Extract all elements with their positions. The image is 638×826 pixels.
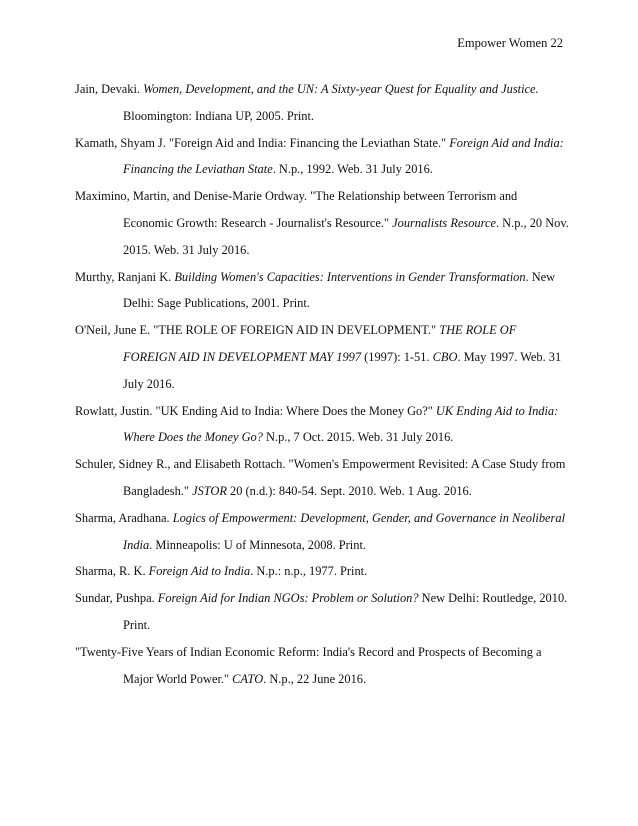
reference-title: CATO — [232, 671, 264, 686]
reference-text: . N.p.: n.p., 1977. Print. — [250, 564, 368, 579]
reference-title: CBO — [432, 349, 458, 364]
reference-title: Women, Development, and the UN: A Sixty-year Quest for Equality and Justice. — [143, 82, 539, 96]
reference-title: Foreign Aid and India: Financing the Leviathan State — [123, 135, 564, 177]
reference-entry — [75, 558, 569, 585]
reference-title: JSTOR — [192, 483, 227, 498]
reference-title: Foreign Aid to India — [148, 564, 251, 579]
reference-text: Maximino, Martin, and Denise-Marie Ordway. "The Relationship between Terrorism and Economic Growth: Research - Journalist's Resource." — [75, 189, 518, 230]
reference-entry — [75, 585, 569, 639]
reference-text: Bloomington: Indiana UP, 2005. Print. — [123, 108, 315, 123]
reference-text: (1997): 1-51. — [361, 349, 433, 364]
reference-text: . New Delhi: Sage Publications, 2001. Print. — [123, 269, 556, 311]
reference-entry — [75, 317, 569, 397]
reference-entry — [75, 451, 569, 505]
reference-text: Jain, Devaki. — [75, 82, 144, 96]
reference-title: Building Women's Capacities: Interventions in Gender Transformation — [174, 269, 526, 284]
reference-text: Schuler, Sidney R., and Elisabeth Rottach. "Women's Empowerment Revisited: A Case Study from Bangladesh." — [75, 457, 566, 498]
reference-title: UK Ending Aid to India: Where Does the Money Go? — [123, 403, 559, 445]
reference-text: . N.p., 22 June 2016. — [263, 671, 367, 686]
reference-text: Sundar, Pushpa. — [75, 591, 158, 606]
running-head: Empower Women 22 — [457, 36, 563, 50]
reference-entry — [75, 398, 569, 452]
reference-entry — [75, 264, 569, 318]
reference-entry — [75, 639, 569, 693]
reference-entry — [75, 76, 569, 130]
reference-text: Sharma, Aradhana. — [75, 510, 173, 525]
reference-text: O'Neil, June E. "THE ROLE OF FOREIGN AID IN DEVELOPMENT." — [75, 323, 440, 338]
reference-text: Rowlatt, Justin. "UK Ending Aid to India: Where Does the Money Go?" — [75, 403, 436, 418]
reference-text: . N.p., 20 Nov. 2015. Web. 31 July 2016. — [123, 215, 569, 257]
reference-text: Sharma, R. K. — [75, 564, 149, 579]
works-cited-list — [75, 76, 569, 692]
reference-title: Foreign Aid for Indian NGOs: Problem or Solution? — [157, 591, 419, 606]
reference-text: Murthy, Ranjani K. — [75, 269, 175, 284]
reference-title: Logics of Empowerment: Development, Gender, and Governance in Neoliberal India — [123, 510, 566, 552]
reference-entry — [75, 130, 569, 184]
reference-text: 20 (n.d.): 840-54. Sept. 2010. Web. 1 Aug. 2016. — [226, 483, 472, 498]
reference-title: Journalists Resource — [392, 215, 496, 230]
reference-text: N.p., 7 Oct. 2015. Web. 31 July 2016. — [262, 430, 454, 445]
reference-entry — [75, 183, 569, 263]
reference-text: . May 1997. Web. 31 July 2016. — [123, 349, 562, 391]
reference-text: "Twenty-Five Years of Indian Economic Reform: India's Record and Prospects of Becoming a Major World Power." — [75, 644, 542, 686]
reference-text: . N.p., 1992. Web. 31 July 2016. — [272, 162, 433, 177]
reference-text: . Minneapolis: U of Minnesota, 2008. Print. — [149, 537, 366, 552]
reference-title: THE ROLE OF FOREIGN AID IN DEVELOPMENT MAY 1997 — [123, 323, 517, 364]
reference-text: New Delhi: Routledge, 2010. Print. — [123, 591, 568, 632]
reference-text: Kamath, Shyam J. "Foreign Aid and India: Financing the Leviathan State." — [75, 135, 450, 150]
reference-entry — [75, 505, 569, 559]
